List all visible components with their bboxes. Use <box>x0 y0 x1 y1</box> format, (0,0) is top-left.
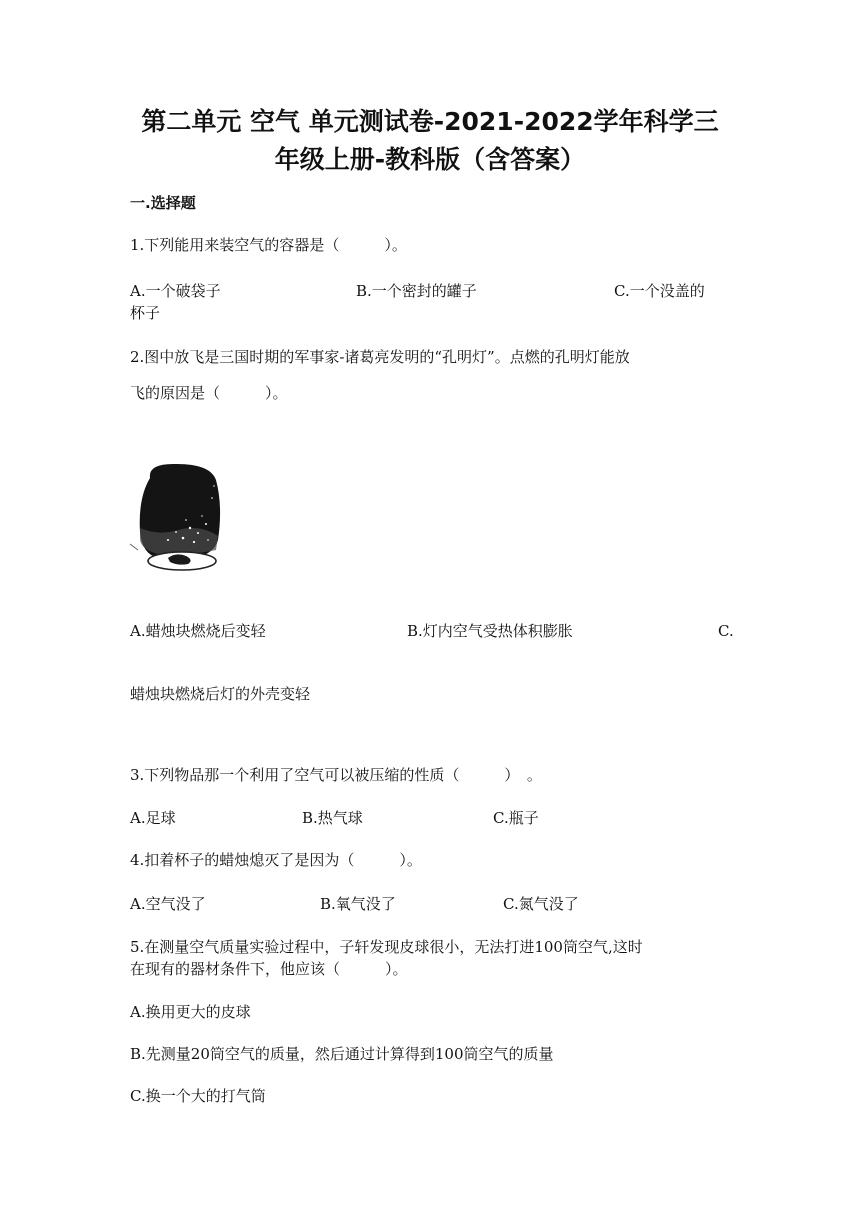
question-3-stem: 3.下列物品那一个利用了空气可以被压缩的性质（ ） 。 <box>130 766 542 784</box>
question-2-option-c: C. <box>718 622 734 640</box>
question-4-stem: 4.扣着杯子的蜡烛熄灭了是因为（ ）。 <box>130 851 422 869</box>
question-1-option-a: A.一个破袋子 <box>130 282 221 300</box>
question-5-stem-line2: 在现有的器材条件下，他应该（ ）。 <box>130 960 408 978</box>
kongming-lantern-image <box>128 458 228 578</box>
question-1-option-c-cont: 杯子 <box>130 304 161 322</box>
question-4-option-c: C.氮气没了 <box>503 895 579 913</box>
question-1-option-c: C.一个没盖的 <box>614 282 705 300</box>
question-1-option-b: B.一个密封的罐子 <box>356 282 477 300</box>
question-2-option-c-cont: 蜡烛块燃烧后灯的外壳变轻 <box>130 685 311 703</box>
question-2-stem-line1: 2.图中放飞是三国时期的军事家-诸葛亮发明的“孔明灯”。点燃的孔明灯能放 <box>130 348 630 366</box>
document-title-line1: 第二单元 空气 单元测试卷-2021-2022学年科学三 <box>141 107 719 136</box>
question-2-option-b: B.灯内空气受热体积膨胀 <box>407 622 573 640</box>
document-title-line2: 年级上册-教科版（含答案） <box>274 145 586 174</box>
question-4-option-a: A.空气没了 <box>130 895 206 913</box>
question-3-option-a: A.足球 <box>130 809 176 827</box>
question-4-option-b: B.氧气没了 <box>320 895 396 913</box>
question-2-option-a: A.蜡烛块燃烧后变轻 <box>130 622 266 640</box>
question-5-stem-line1: 5.在测量空气质量实验过程中，子轩发现皮球很小，无法打进100筒空气,这时 <box>130 938 643 956</box>
question-5-option-b: B.先测量20筒空气的质量，然后通过计算得到100筒空气的质量 <box>130 1045 554 1063</box>
question-2-stem-line2: 飞的原因是（ ）。 <box>130 384 288 402</box>
question-1-stem: 1.下列能用来装空气的容器是（ ）。 <box>130 236 407 254</box>
question-3-option-c: C.瓶子 <box>493 809 539 827</box>
question-5-option-c: C.换一个大的打气筒 <box>130 1087 266 1105</box>
section-heading: 一.选择题 <box>130 194 196 212</box>
question-5-option-a: A.换用更大的皮球 <box>130 1003 251 1021</box>
question-3-option-b: B.热气球 <box>302 809 363 827</box>
